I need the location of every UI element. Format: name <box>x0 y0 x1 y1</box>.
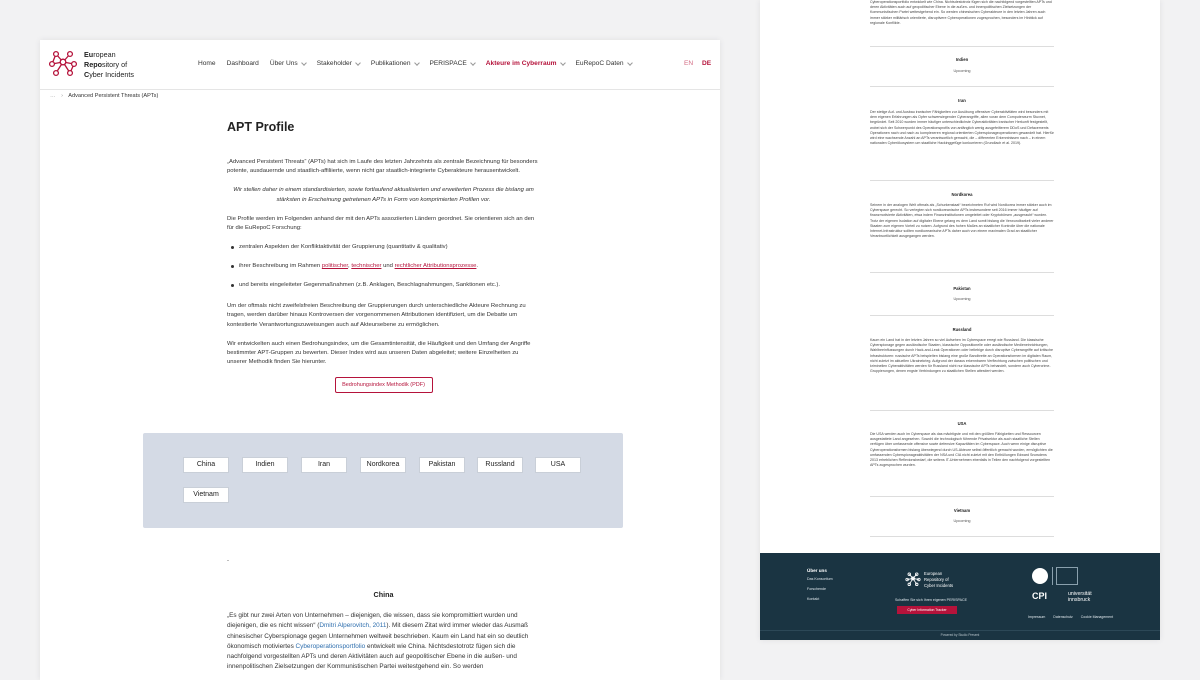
list-item: und bereits eingeleiteter Gegenmaßnahmen (z.B. Anklagen, Beschlagnahmungen, Sanktionen etc.). <box>227 281 540 290</box>
breadcrumb <box>50 93 158 99</box>
indien-status: Upcoming <box>953 69 971 73</box>
chevron-down-icon <box>627 60 633 66</box>
nordkorea-text: Seinem in der analogen Welt oftmals als „Schurkenstaat“ bezeichneten Ruf wird Nordkorea immer stärker auch im Cyberspace gerecht. So verlegten sich nordkoreanische APTs insbesondere seit 2016 immer häufiger auf finanzmotivierte Aktivitäten, etwa indem Finanzinstitutionen umgeleitet oder Kryptobörsen „ausgeraubt“ wurden. Trotz der eigenen Isolation auf digitaler Ebene gelang es dem Land somit bislang die Verwundbarkeit vieler anderer Staaten zum eigenen Vorteil zu nutzen. Aufgrund des hohen Maßes an staatlicher Kontrolle über die nationale Internet-Infrastruktur sollten nordkoreanische APTs daher auch von einem maximalen Grad an staatlicher Verantwortlichkeit ausgegangen werden. <box>870 203 1054 239</box>
china-text: „Es gibt nur zwei Arten von Unternehmen – diejenigen, die wissen, dass sie kompromittiert wurden und diejenigen, die es nicht wissen“ (Dmitri Alperovitch, 2011). Mit diesem Zitat wird immer wieder das Ausmaß chinesischer Cyberspionage gegen Unternehmen weltweit beschrieben. Kaum ein Land hat ein so deutlich ökonomisch motiviertes Cyberoperationsportfolio entwickelt wie China. Nichtsdestotrotz fügen sich die nachfolgend vorgestellten APTs und deren Aktivitäten auch auf geopolitischer Ebene in die außen- und innenpolitischen Zielsetzungen der Kommunistischen Partei weitestgehend ein. So werden <box>227 612 529 671</box>
divider <box>870 536 1054 537</box>
profile-aspects-list <box>227 243 540 290</box>
russland-text: Kaum ein Land hat in der letzten Jahren so viel Aufsehen im Cyberspace erregt wie Russland. Die klassische Cyberspionage gegen ausländische Staaten, klassische Oppositionelle oder ausländische Medieneinrichtungen, Wahlbeeinflussungen durch Hack-and-Leak Operationen oder beliebige durch disruptive Cyberangriffe auf kritische Infrastrukturen: russische APTs beispielten bislang eine große Bandbreite an Operationsformen im digitalen Raum, nicht zuletzt im aktuellen Ukrainekrieg. Aufgrund der daraus erkennbaren Verflechtung zwischen politischen und kriminellen Cyberaktivitäten werden für Russland nicht nur klassische APTs behandelt, sondern auch Cybercrime-Gruppierungen, denen engste Verbindungen zu staatlichen Stellen attestiert werden. <box>870 338 1053 374</box>
footer-link-konsortium[interactable]: Das Konsortium <box>807 577 833 581</box>
pakistan-heading: Pakistan <box>953 286 971 291</box>
divider <box>870 272 1054 273</box>
partner-logo-icon <box>1056 567 1078 585</box>
nav-eurepoc-daten[interactable]: EuRepoC Daten <box>576 60 632 67</box>
uibk-logo: universität innsbruck <box>1068 591 1092 603</box>
iran-text: Der stetige Auf- und Ausbau iranischer Fähigkeiten zur Ausübung offensiver Cyberaktivitäten wird besonders mit dem eigenen Erfahrungen als Opfer schwerwiegender Cyberangriffe, allen voran dem Computerwurm Stuxnet, begründet. Seit 2010 wurden immer häufiger unterschiedlichste Cyberaktivitäten iranischer Herkunft festgestellt, wobei sich der Schwerpunkt des Operationsprofils von anfänglich wenig ausgefeilterem DDoS und Defacements Operationen nach und nach zu komplexeren regional orientierten Cyberspionageoperationen gewandelt hat. Hierfür wird eine wachsende Anzahl an APTs verantwortlich gemacht, die – differenten Erkenntnissen nach – in einem nationalen Cyberökosystem um staatliche Hackinggefüge konkurrieren (Grundlach et al. 2019). <box>870 110 1054 146</box>
country-button-vietnam[interactable]: Vietnam <box>183 487 229 503</box>
breadcrumb-separator-icon: › <box>61 93 64 99</box>
footer-legal-links <box>1028 615 1120 619</box>
china-section <box>227 590 540 673</box>
divider <box>870 180 1054 181</box>
divider <box>870 46 1054 47</box>
russland-heading: Russland <box>952 327 972 332</box>
network-logo-icon <box>48 48 78 78</box>
country-button-china[interactable]: China <box>183 457 229 473</box>
footer-link-impressum[interactable]: Impressum <box>1028 615 1046 619</box>
main-page <box>40 40 720 680</box>
usa-text: Die USA werden auch im Cyberspace als das mächtigste und mit den größten Fähigkeiten und Ressourcen ausgestattete Land angesehen. Sowohl die technologisch führende Privatsektor als auch staatliche Stellen verfügen über umfassende offensive sowie defensive Kapazitäten im Cyberspace. Auch wenn einige disruptive Cyberoperationsformen bislang überwiegend durch US-Akteure selbst öffentlich gemacht wurden, ermöglichten die umfassenden Cyberspionageaktivitäten der NSA und CIA nicht zuletzt mit den Enthüllungen Edward Snowdens 2013 erheblichen Reflexionsbedarf, die seitens IT-Unternehmen ebenfalls in Teilen den nachfolgend vorgestellten APTs zugesprochen wurden. <box>870 432 1053 468</box>
partner-seal-icon <box>1032 568 1048 584</box>
footer-cta-text: Schaffen Sie sich Ihren eigenen PERISPACE <box>895 598 967 602</box>
vietnam-status: Upcoming <box>953 519 971 523</box>
alperovitch-link[interactable]: Dmitri Alperovitch, 2011 <box>319 622 387 630</box>
intro-paragraph-2: Wir stellen daher in einem standardisierten, sowie fortlaufend aktualisierten und erweiterten Prozess die bislang am stärksten in Erscheinung getretenen APTs in Form von komprimierten Profilen vor. <box>233 187 534 203</box>
nav-ueber-uns[interactable]: Über Uns <box>270 60 306 67</box>
list-item: zentralen Aspekten der Konfliktaktivität der Gruppierung (quantitativ & qualitativ) <box>227 243 540 252</box>
country-button-nordkorea[interactable]: Nordkorea <box>360 457 406 473</box>
country-button-pakistan[interactable]: Pakistan <box>419 457 465 473</box>
china-text-tail: Cyberoperationsportfolio entwickelt wie China. Nichtsdestotrotz fügen sich die nachfolgend vorgestellten APTs und deren Aktivitäten auch auf geopolitischer Ebene in die außen- und innenpolitischen Zielsetzungen der Kommunistischen Partei weitestgehend ein. So werden chinesischen Cyberakteure in den letzten Jahren auch immer stärker militärisch orientierte, disruptivere Cyberoperationen zugesprochen, besonders im Hinblick auf regionale Konflikte. <box>870 0 1052 25</box>
separator-dash: - <box>227 558 229 564</box>
footer-link-forschende[interactable]: Forschende <box>807 587 826 591</box>
vietnam-heading: Vietnam <box>953 508 971 513</box>
page-title: APT Profile <box>227 120 295 134</box>
nav-publikationen[interactable]: Publikationen <box>371 60 419 67</box>
breadcrumb-ellipsis[interactable]: … <box>50 93 56 99</box>
usa-heading: USA <box>957 421 967 426</box>
footer-heading: Über uns <box>807 568 827 573</box>
country-button-usa[interactable]: USA <box>535 457 581 473</box>
logo-wordmark: European Repository of Cyber Incidents <box>84 50 134 79</box>
technische-attribution-link[interactable]: technischer <box>351 263 382 270</box>
intro-content <box>227 120 540 393</box>
country-button-russland[interactable]: Russland <box>477 457 523 473</box>
partner-divider <box>1052 567 1053 585</box>
eurepoc-logo[interactable] <box>48 48 158 82</box>
lang-de-link[interactable]: DE <box>702 60 712 67</box>
chevron-down-icon <box>301 60 307 66</box>
list-item: ihrer Beschreibung im Rahmen politischer, technischer und rechtlicher Attributionsprozesse. <box>227 262 540 271</box>
country-button-iran[interactable]: Iran <box>301 457 347 473</box>
divider <box>870 496 1054 497</box>
nav-akteure-im-cyberraum[interactable]: Akteure im Cyberraum <box>486 60 565 67</box>
iran-heading: Iran <box>958 98 966 103</box>
footer-link-datenschutz[interactable]: Datenschutz <box>1053 615 1073 619</box>
site-footer <box>760 553 1160 640</box>
nav-dashboard[interactable]: Dashboard <box>226 60 259 67</box>
nav-stakeholder[interactable]: Stakeholder <box>317 60 360 67</box>
country-button-indien[interactable]: Indien <box>242 457 288 473</box>
chevron-down-icon <box>560 60 566 66</box>
pakistan-status: Upcoming <box>953 297 971 301</box>
cyberoperationsportfolio-link[interactable]: Cyberoperationsportfolio <box>295 642 366 650</box>
indien-heading: Indien <box>955 57 969 62</box>
chevron-down-icon <box>414 60 420 66</box>
nav-home[interactable]: Home <box>198 60 216 67</box>
footer-logo-wordmark: European Repository of Cyber Incidents <box>924 571 954 588</box>
divider <box>870 315 1054 316</box>
footer-network-logo-icon <box>905 571 921 587</box>
chevron-down-icon <box>355 60 361 66</box>
politische-attribution-link[interactable]: politischer <box>321 263 349 270</box>
country-filter-panel <box>143 433 623 528</box>
footer-link-cookie-management[interactable]: Cookie Management <box>1080 615 1114 619</box>
footer-powered-by: Powered by Studio Present <box>760 630 1160 637</box>
intro-paragraph-5: Wir entwickelten auch einen Bedrohungsindex, um die Gesamtintensität, die Häufigkeit und den Umfang der Angriffe bestimmter APT-Gruppen zu bewerten. Dieser Index wird aus unseren Daten abgeleitet; weitere Einzelheiten zu unserer Methodik finden Sie hierunter. <box>227 340 531 366</box>
breadcrumb-current: Advanced Persistent Threats (APTs) <box>68 93 159 99</box>
methodik-pdf-button[interactable]: Bedrohungsindex Methodik (PDF) <box>335 377 433 393</box>
china-heading: China <box>373 590 394 599</box>
intro-paragraph-1: „Advanced Persistent Threats“ (APTs) hat sich im Laufe des letzten Jahrzehnts als zentrale Bezeichnung für besonders potente, ausdauernde und staatlich-affiliierte, wenn nicht gar staatlich-integrierte Cyberakteure herausentwickelt. <box>227 159 538 175</box>
cpi-logo: CPI <box>1032 591 1048 601</box>
lang-en-link[interactable]: EN <box>684 60 694 67</box>
main-menu <box>198 60 643 67</box>
top-navigation-bar <box>40 40 720 90</box>
chevron-down-icon <box>470 60 476 66</box>
language-switcher <box>684 60 718 67</box>
nordkorea-heading: Nordkorea <box>951 192 973 197</box>
divider <box>870 410 1054 411</box>
divider <box>870 86 1054 87</box>
side-page-preview <box>760 0 1160 640</box>
rechtliche-attribution-link[interactable]: rechtlicher Attributionsprozesse <box>394 263 477 270</box>
footer-cta-button[interactable]: Cyber Information Tracker <box>897 606 957 614</box>
nav-perispace[interactable]: PERISPACE <box>430 60 475 67</box>
footer-link-kontakt[interactable]: Kontakt <box>807 597 820 601</box>
intro-paragraph-4: Um der oftmals nicht zweifelsfreien Beschreibung der Gruppierungen durch unterschiedliche Akteure Rechnung zu tragen, werden darüber hinaus Kontroversen der vorgenommenen Attributionen identifiziert, um die Debatte um kontestierte Verantwortungszuweisungen auch auf Akteursebene zu ermöglichen. <box>227 303 526 328</box>
intro-paragraph-3: Die Profile werden im Folgenden anhand der mit den APTs assoziierten Ländern geordnet. Sie orientieren sich an den für die EuRepoC Forschung: <box>227 215 535 232</box>
